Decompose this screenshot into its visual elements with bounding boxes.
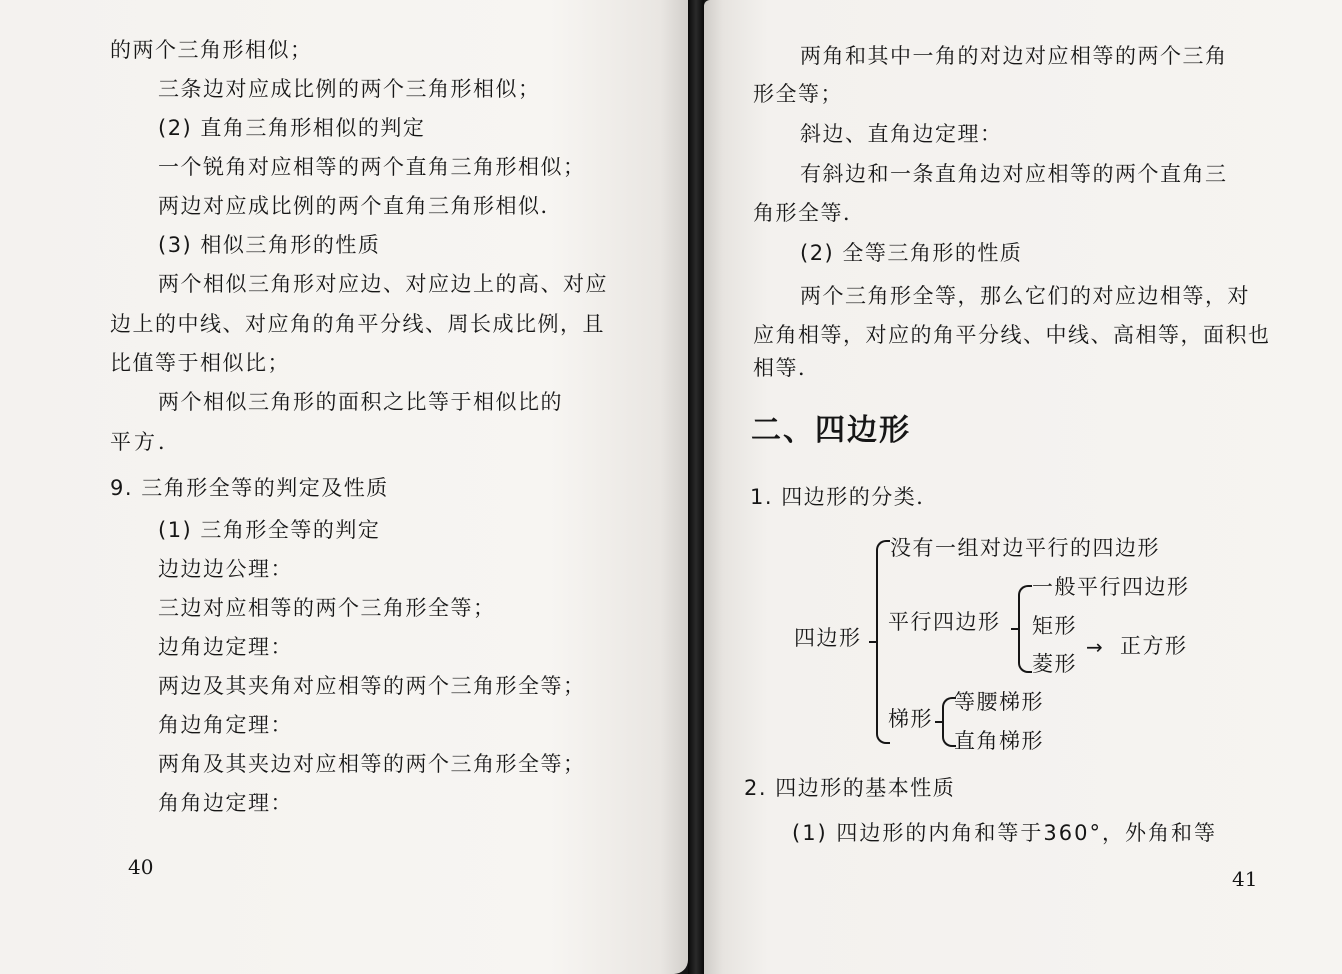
text-line: 两个相似三角形对应边、对应边上的高、对应 bbox=[158, 272, 608, 296]
text-line: 形全等； bbox=[753, 82, 843, 106]
book-spine bbox=[688, 0, 704, 974]
text-line: 斜边、直角边定理： bbox=[800, 122, 1003, 146]
tree-node: 菱形 bbox=[1032, 652, 1077, 676]
text-line: 两边及其夹角对应相等的两个三角形全等； bbox=[158, 674, 586, 698]
text-line: 边边边公理： bbox=[158, 557, 293, 581]
right-page bbox=[704, 0, 1342, 974]
text-line: 相等． bbox=[753, 356, 821, 380]
text-line: 边上的中线、对应角的角平分线、周长成比例，且 bbox=[110, 312, 605, 336]
tree-node: 直角梯形 bbox=[954, 729, 1044, 753]
tree-node: 等腰梯形 bbox=[954, 690, 1044, 714]
text-line: 两角及其夹边对应相等的两个三角形全等； bbox=[158, 752, 586, 776]
tree-node: 平行四边形 bbox=[888, 610, 1001, 634]
text-line: 有斜边和一条直角边对应相等的两个直角三 bbox=[800, 162, 1228, 186]
text-line: 角边角定理： bbox=[158, 713, 293, 737]
subheading: 2. 四边形的基本性质 bbox=[744, 776, 956, 800]
text-line: 两个相似三角形的面积之比等于相似比的 bbox=[158, 390, 563, 414]
page-number: 41 bbox=[1232, 867, 1258, 891]
text-line: (1) 四边形的内角和等于360°，外角和等 bbox=[792, 821, 1218, 845]
text-line: 角形全等． bbox=[753, 201, 866, 225]
text-line: 三条边对应成比例的两个三角形相似； bbox=[158, 77, 541, 101]
text-line: 边角边定理： bbox=[158, 635, 293, 659]
section-heading: 二、四边形 bbox=[751, 413, 911, 448]
subheading: 1. 四边形的分类． bbox=[750, 485, 939, 509]
tree-root: 四边形 bbox=[794, 626, 862, 650]
tree-node: 矩形 bbox=[1032, 614, 1077, 638]
text-line: 三边对应相等的两个三角形全等； bbox=[158, 596, 496, 620]
arrow-right-icon: → bbox=[1086, 635, 1103, 659]
text-line: (3) 相似三角形的性质 bbox=[158, 233, 381, 257]
tree-node: 正方形 bbox=[1120, 634, 1188, 658]
text-line: (1) 三角形全等的判定 bbox=[158, 518, 381, 542]
text-line: 9. 三角形全等的判定及性质 bbox=[110, 476, 389, 500]
text-line: 应角相等，对应的角平分线、中线、高相等，面积也 bbox=[753, 323, 1271, 347]
page-number: 40 bbox=[128, 855, 154, 879]
text-line: (2) 全等三角形的性质 bbox=[800, 241, 1023, 265]
text-line: (2) 直角三角形相似的判定 bbox=[158, 116, 426, 140]
text-line: 比值等于相似比； bbox=[110, 351, 290, 375]
brace-icon bbox=[1018, 585, 1032, 673]
tree-node: 梯形 bbox=[888, 707, 933, 731]
text-line: 两角和其中一角的对边对应相等的两个三角 bbox=[800, 44, 1228, 68]
text-line: 的两个三角形相似； bbox=[110, 38, 313, 62]
tree-node: 一般平行四边形 bbox=[1032, 575, 1190, 599]
text-line: 角角边定理： bbox=[158, 791, 293, 815]
text-line: 平方． bbox=[110, 430, 182, 454]
text-line: 一个锐角对应相等的两个直角三角形相似； bbox=[158, 155, 586, 179]
tree-node: 没有一组对边平行的四边形 bbox=[890, 536, 1160, 560]
text-line: 两边对应成比例的两个直角三角形相似． bbox=[158, 194, 563, 218]
text-line: 两个三角形全等，那么它们的对应边相等，对 bbox=[800, 284, 1250, 308]
